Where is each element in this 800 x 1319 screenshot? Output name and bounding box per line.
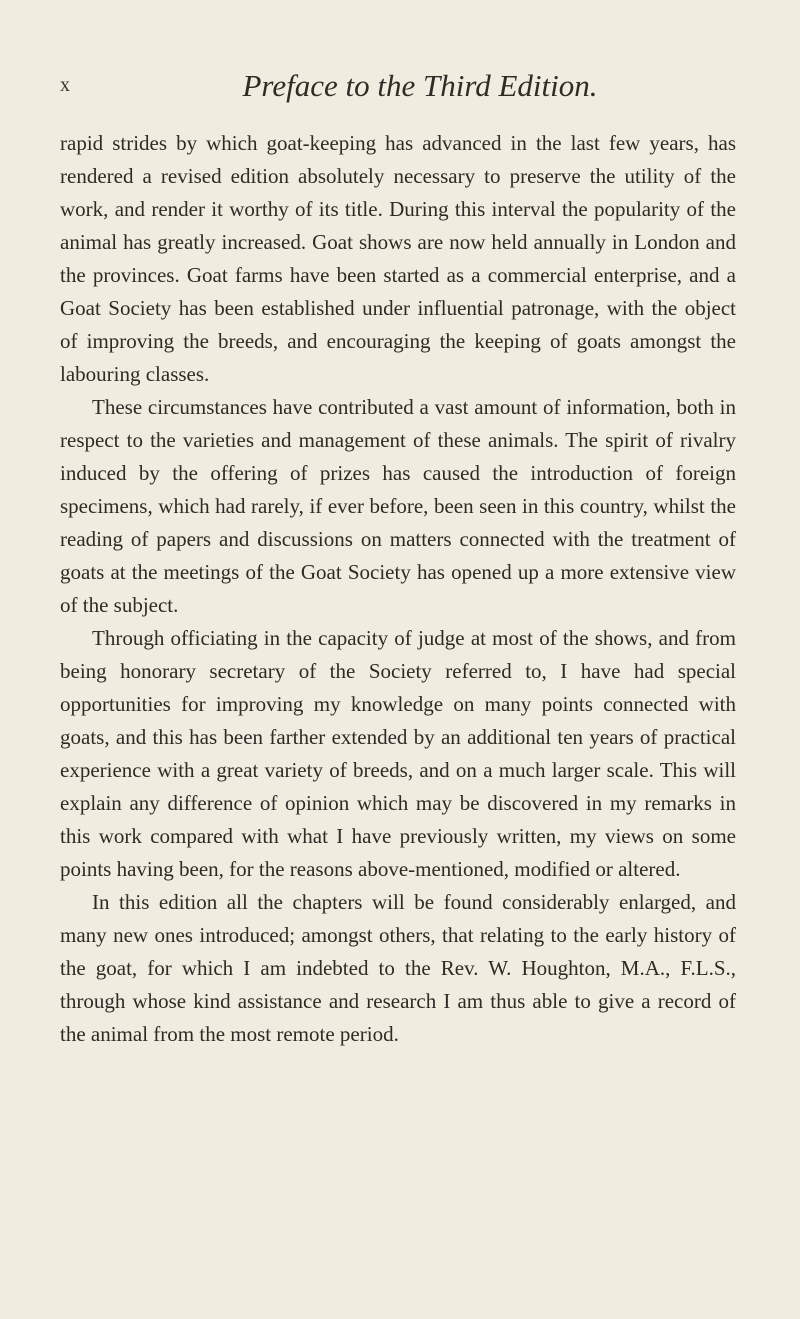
paragraph: rapid strides by which goat-keeping has advanced in the last few years, has rendered a revised edition absolutely necessary to preserve the utility of the work, and render it worthy of its title. During this interval the popularity of the animal has greatly increased. Goat shows are now held annually in London and the provinces. Goat farms have been started as a commercial enterprise, and a Goat Society has been established under influential patronage, with the object of improving the breeds, and encouraging the keeping of goats amongst the labouring classes.	[60, 131, 736, 386]
paragraph: In this edition all the chapters will be found considerably enlarged, and many new ones introduced; amongst others, that relating to the early history of the goat, for which I am indebted to the Rev. W. Houghton, M.A., F.L.S., through whose kind assistance and research I am thus able to give a record of the animal from the most remote period.	[60, 890, 736, 1046]
body-text	[60, 127, 736, 1051]
paragraph: Through officiating in the capacity of judge at most of the shows, and from being honorary secretary of the Society referred to, I have had special opportunities for improving my knowledge on many points connected with goats, and this has been farther extended by an additional ten years of practical experience with a great variety of breeds, and on a much larger scale. This will explain any difference of opinion which may be discovered in my remarks in this work compared with what I have previously written, my views on some points having been, for the reasons above-mentioned, modified or altered.	[60, 626, 736, 881]
running-title: Preface to the Third Edition.	[242, 68, 598, 103]
paragraph: These circumstances have contributed a vast amount of information, both in respect to the varieties and management of these animals. The spirit of rivalry induced by the offering of prizes has caused the introduction of foreign specimens, which had rarely, if ever before, been seen in this country, whilst the reading of papers and discussions on matters connected with the treatment of goats at the meetings of the Goat Society has opened up a more extensive view of the subject.	[60, 395, 736, 617]
page-header	[60, 68, 740, 108]
page-number: x	[60, 74, 71, 96]
